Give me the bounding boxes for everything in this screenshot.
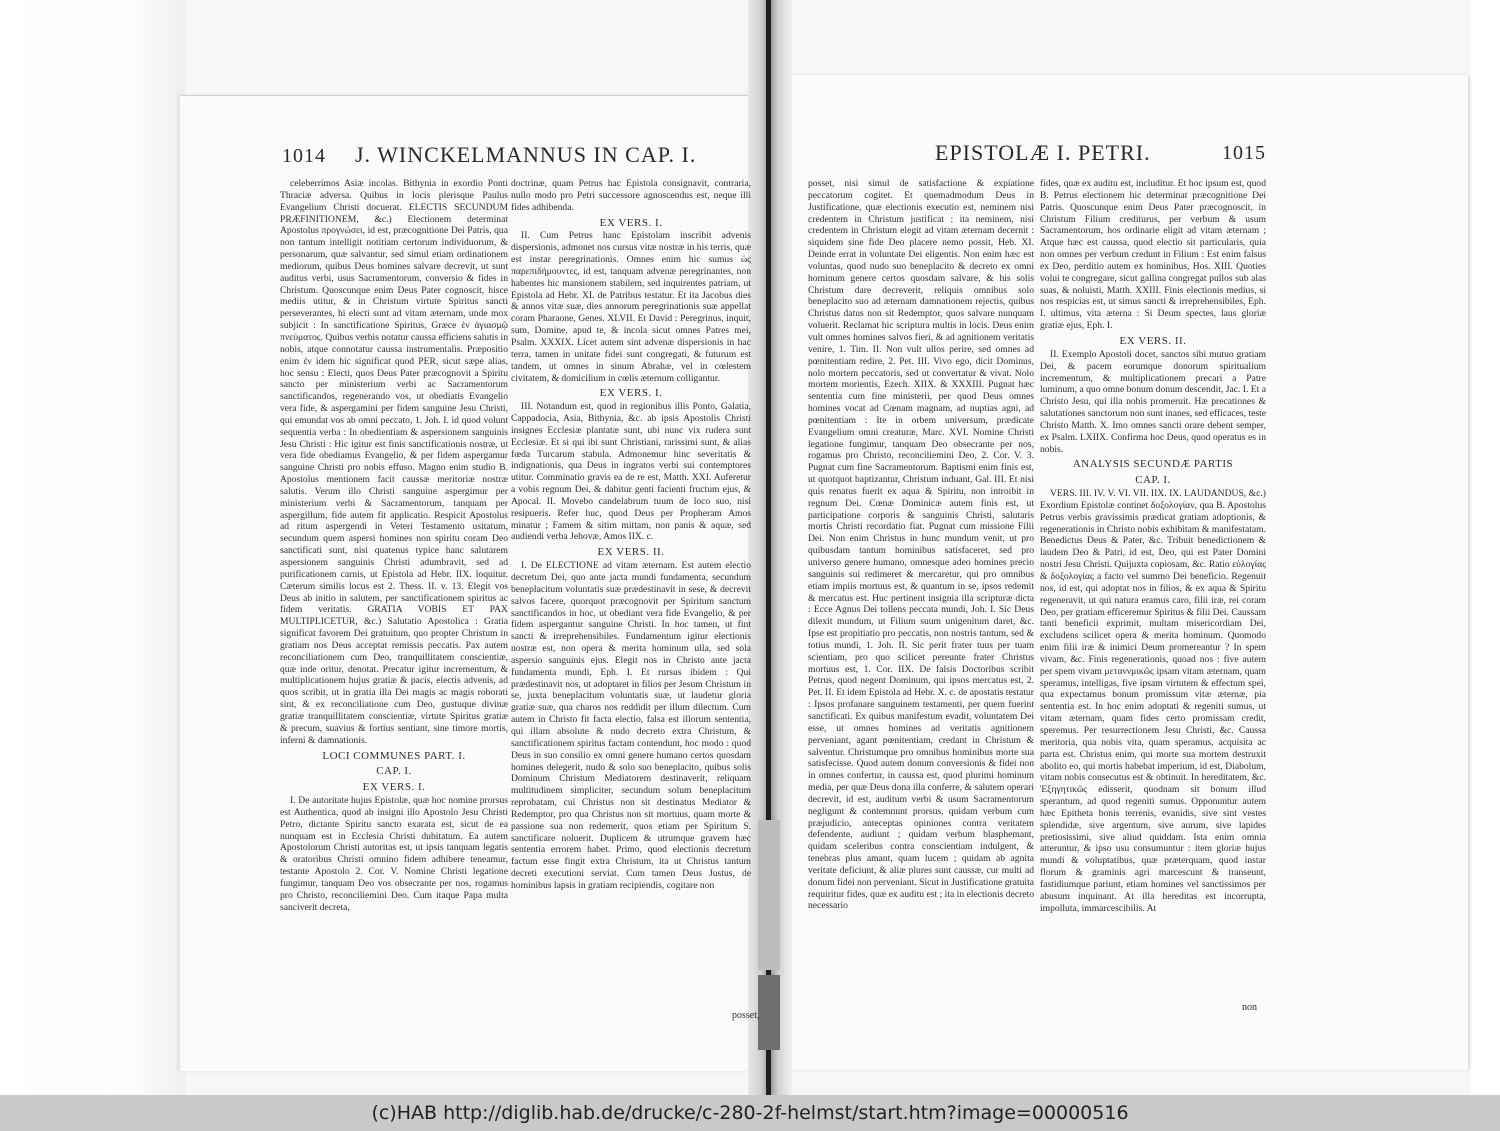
col1-tail-paragraph: I. De autoritate hujus Epistolæ, quæ hoc nomine prorsus est Authentica, quod ab insigni illo Apostolo Jesu Christi Petro, dictante Spiritu sancto exarata est, sicut de ea nunquam est in Ecclesia Christi dubitatum. Ea autem Apostolorum Christi autoritas est, ut ipsis tanquam legatis & oratoribus Christi omnino fidem adhibere teneamur, testante Apostolo 2. Cor. V. Nomine Christi legatione fungimur, tanquam Deo vos obsecrante per nos, rogamus pro Christo, reconciliemini Deo. Cum itaque Papa multa sanciverit decreta, (280, 795, 508, 913)
col4-paragraph-2: II. Exemplo Apostoli docet, sanctos sibi mutuo gratiam Dei, & pacem eorumque donorum spiritualium incrementum, & multiplicationem precari a Patre luminum, a quo omne bonum donum descendit, Jac. I. Et a Christo Jesu, qui illa nobis promeruit. Hæ precationes & salutationes sanctorum non sunt inanes, sed efficaces, teste Christo Matth. X. Imo omnes sancti orare debent semper, ex Psalm. LXIIX. Confirma hoc Deus, quod operatus es in nobis. (1040, 348, 1267, 455)
right-running-title: EPISTOLÆ I. PETRI. (935, 140, 1151, 165)
left-catchword: posset, (732, 1010, 760, 1021)
verse-heading: EX VERS. II. (1119, 334, 1187, 347)
col1-paragraph: celeberrimos Asiæ incolas. Bithynia in exordio Ponti Thraciæ adversa. Quibus in locis plerisque Paulus Evangelium Christi docuerat. ELECTIS SECUNDUM PRÆFINITIONEM, &c.) Electionem determinat Apostolus προγνώσει, id est, præcognitione Dei Patris, qua non tantum intelligit notitiam certorum individuorum, & personarum, quæ salvantur, sed simul etiam ordinationem mediorum, quibus Deus homines salvare decrevit, ut sunt auditus verbi, usus Sacramentorum, conversio & fides in Christum. Quoscunque enim Deus Pater cognoscit, hisce mediis utitur, & in Christum virtute Spiritus sancti perseverantes, hi electi sunt ad vitam æternam, unde mox subjicit : In sanctificatione Spiritus, Græce ἐν ἁγιασμῷ πνεύματος. Quibus verbis notatur caussa efficiens salutis in nobis, atque connotatur caussa instrumentalis. Præpositio enim ἐν idem hic significat quod PER, sicut sæpe alias, hoc sensu : Electi, quos Deus Pater præcognovit a Spiritu sancto per ministerium verbi ac Sacramentorum sanctificandos, regenerando vos, ut obediatis Evangelio vera fide, & aspergamini per fidem sanguine Jesu Christi, qui emundat vos ab omni peccato, 1. Joh. I. id quod volunt sequentia verba : In obedientiam & aspersionem sanguinis Jesu Christi : Hic igitur est finis sanctificationis nostræ, ut vera fide obediamus Evangelio, & per fidem aspergamur sanguine Christi pro nobis effuso. Magno enim studio B. Apostolus mentionem facit caussæ meritoriæ nostræ salutis. Verum illo Christi sanguine aspergimur per ministerium verbi & Sacramentorum, tanquam per aspergillum, fide autem fit applicatio. Respicit Apostolus ad ritum aspergendi in Veteri Testamento usitatum, secundum quem aspersi homines non spiritu coram Deo sanctificati sunt, nisi quatenus typice hanc salutarem aspersionem sanguinis Christi adumbravit, sed ad purificationem carnis, ut Epistola ad Hebr. IIX. loquitur. Cæterum similis locus est 2. Thess. II. v. 13. Elegit vos Deus ab initio in salutem, per sanctificationem spiritus ac fidem veritatis. GRATIA VOBIS ET PAX MULTIPLICETUR, &c.) Salutatio Apostolica : Gratia significat favorem Dei gratuitum, quo propter Christum in gratiam nos Deus acceptat remissis peccatis. Pax autem reconciliationem cum Deo, tranquillitatem conscientiæ, quæ inde oritur, denotat. Precatur igitur incrementum, & multiplicationem hujus gratiæ & pacis, electis advenis, ad quos scribit, ut in gratia illa Dei magis ac magis roborati sint, & ex reconciliatione cum Deo, gustuque divinæ gratiæ tranquillitatem conscientiæ, virtute Spiritus gratiæ & precum, suavius & fortius sentiant, sine timore mortis, inferni & damnationis. (280, 178, 508, 746)
left-column-1 (280, 178, 508, 913)
gutter-shadow-dark (758, 975, 780, 1050)
section-heading: ANALYSIS SECUNDÆ PARTIS (1072, 458, 1234, 471)
col3-paragraph: posset, nisi simul de satisfactione & expiatione peccatorum cogitet. Et quemadmodum Deus in Justificatione, quæ electionis executio est, neminem nisi credentem in Christum justificat : ita neminem, nisi credentem in Christum elegit ad vitam æternam decernit : siquidem sine fide Deo placere nemo possit, Heb. XI. Deinde errat in voluntate Dei eligentis. Non enim hæc est voluntas, quod nudo suo beneplacito & decreto ex omni hominum genere certos quosdam salvare, & his solis Christum dare decreverit, reliquis omnibus solo beneplacito suo ad æternam damnationem rejectis, quibus Christus datus non sit Redemptor, quos salvare nunquam voluerit. Reclamat hic scriptura multis in locis. Deus enim vult omnes homines salvos fieri, & ad agnitionem veritatis venire, 1. Tim. II. Non vult ullos perire, sed omnes ad pœnitentiam redire, 2. Pet. III. Vivo ego, dicit Dominus, nolo mortem peccatoris, sed ut convertatur & vivat. Nolo mortem morientis, Ezech. XIIX. & XXXIII. Pugnat hæc sententia cum fine ministerii, per quod Deus omnes homines vocat ad Cœnam magnam, ad nuptias agni, ad pœnitentiam : Ite in orbem universum, prædicate Evangelium omni creaturæ, Marc. XVI. Nomine Christi legatione fungimur, tanquam Deo obsecrante per nos, rogamus pro Christo, reconciliemini Deo, 2. Cor. V. 3. Pugnat cum fine Sacramentorum. Baptismi enim finis est, ut quotquot baptizantur, Christum induant, Gal. III. Et nisi quis renatus fuerit ex aqua & Spiritu, non introibit in regnum Dei. Cœnæ Dominicæ autem finis est, ut participatione corporis & sanguinis Christi, salutaris mortis Christi recordatio fiat. Pugnat cum missione Filii Dei. Non enim Christus in hunc mundum venit, ut pro quibusdam tantum hominibus satisfaceret, sed pro universo genere humano, omnesque adeo homines precio sanguinis sui redimeret & mercaretur, qui pro omnibus etiam impiis mortuus est, & quantum in se, ipsos redemit & mercatus est. Huc pertinent insignia illa scripturæ dicta : Ecce Agnus Dei tollens peccata mundi, Joh. I. Sic Deus dilexit mundum, ut Filium suum unigenitum daret, &c. Ipse est propitiatio pro peccatis, non nostris tantum, sed & totius mundi, 1. Joh. II. Sic perit frater tuus per tuam scientiam, pro quo scilicet pereunte frater Christus mortuus est, 1. Cor. IIX. De falsis Doctoribus scribit Petrus, quod negent Dominum, qui ipsos mercatus est, 2. Pet. II. Et idem Epistola ad Hebr. X. c. de apostatis testatur : Ipsos profanare sanguinem testamenti, per quem fuerint sanctificati. Ex quibus manifestum evadit, voluntatem Dei esse, ut omnes homines ad veritatis agnitionem perveniant, agant pœnitentiam, credant in Christum & salventur. Christumque pro omnibus hominibus morte sua satisfecisse. Quod autem donum conversionis & fidei non in omnes confertur, in caussa est, quod plurimi hominum media, per quæ Deus dona illa conferre, & salutem operari decrevit, id est, auditum verbi & usum Sacramentorum negligunt & contemnunt prorsus, quidam verbum cum præjudicio, anteceptas opiniones contra veritatem defendente, audiunt ; quidam verbum blasphemant, quidam sceleribus contra conscientiam indulgent, & tenebras plus amant, quam lucem ; quidam ab agnita veritate deficiunt, & aliæ plures sunt caussæ, cur multi ad donum fidei non perveniant. Sicut in Justificatione gratuita requiritur fides, quæ ex auditu est ; ita in electionis decreto necessario (808, 178, 1034, 912)
left-column-2 (511, 178, 751, 892)
verse-heading: EX VERS. II. (597, 546, 665, 559)
chapter-heading: CAP. I. (376, 765, 412, 778)
col2-intro: doctrinæ, quam Petrus hac Epistola consignavit, contraria, nullo modo pro Petri successore agnoscendus est, neque illi fides adhibenda. (511, 178, 751, 213)
verse-heading: EX VERS. I. (599, 387, 663, 400)
col4-paragraph-1: fides, quæ ex auditu est, includitur. Et hoc ipsum est, quod B. Petrus electionem hic determinat præcognitione Dei Patris. Quoscunque enim Deus Pater præcognoscit, in Christum Filium crediturus, per verbum & usum Sacramentorum, hos ordinarie eligit ad vitam æternam ; Atque hæc est caussa, quod electio sit particularis, quia non omnes per verbum credunt in Filium : Est enim falsus ex Deo, perditio autem ex hominibus, Hos. XIII. Quoties volui te congregare, sicut gallina congregat pullos sub alas suas, & noluisti, Matth. XXIII. Finis electionis medius, si nos respicias est, ut simus sancti & irreprehensibiles, Eph. I. ultimus, vita æterna : Si Deum spectes, laus gloriæ gratiæ ejus, Eph. I. (1040, 178, 1266, 332)
col2-paragraph-2: III. Notandum est, quod in regionibus illis Ponto, Galatia, Cappadocia, Asia, Bithynia, &c. ab ipsis Apostolis Christi insignes Ecclesiæ plantatæ sunt, ubi nunc vix rudera sunt Ecclesiæ. Et si qui ibi sunt Christiani, rarissimi sunt, & alias fœda Turcarum stabula. Admonemur hinc severitatis & indignationis, qua Deus in ingratos verbi sui contemptores utitur. Comminatio gravis ea de re est, Matth. XXI. Auferetur a vobis regnum Dei, & dabitur genti facienti fructum ejus, & Apocal. II. Movebo candelabrum tuum de loco suo, nisi resipueris. Refer huc, quod Deus per Propheram Amos minatur ; Famem & sitim mittam, non panis & aquæ, sed audiendi verba Jehovæ, Amos IIX. c. (511, 401, 751, 543)
right-margin-area (1470, 0, 1500, 1095)
left-margin-area (0, 0, 185, 1095)
verse-heading: EX VERS. I. (362, 781, 426, 794)
verse-heading: EX VERS. I. (599, 216, 663, 229)
gutter-shadow-light (758, 820, 780, 970)
col4-paragraph-3: VERS. III. IV. V. VI. VII. IIX. IX. LAUDANDUS, &c.) Exordium Epistolæ continet δοξολογίαν, qua B. Apostolus Petrus verbis gravissimis prædicat gratiam adoptionis, & regenerationis in Christo nobis exhibitam & manifestatam. Benedictus Deus & Pater, &c. Tribuit benedictionem & laudem Deo & Patri, id est, Deo, qui est Pater Domini nostri Jesu Christi. Quijuxta copiosam, &c. Ratio εὐλογίας & δοξολογίας a facto vel summo Dei beneficio. Regenuit nos, id est, qui adoptat nos in filios, & ex aqua & Spiritu regeneravit, ut qui natura eramus caro, filii iræ, rei coram Deo, per gratiam efficeremur Spiritus & filii Dei. Caussam tanti beneficii exprimit, multam misericordiam Dei, excludens scilicet opera & merita hominum. Quomodo enim filii iræ & inimici Deum promereantur ? In spem vivam, &c. Finis regenerationis, quoad nos : five autem per spem vivam μεταννμικῶς ipsam vitam æternam, quam speramus, intelligas, five ipsam virtutem & effectum spei, qua expectamus bonum promissum vitæ æternæ, pia sententia est. In hoc enim adoptati & regeniti sumus, ut vitam æternam, quam fides certo promissam credit, speremus. Per resurrectionem Jesu Christi, &c. Caussa meritoria, qua nobis vita, quam speramus, acquisita ac parta est. Christus enim, qui morte sua mortem destruxit abolito eo, qui mortis habebat imperium, id est, Diabolum, vitam nobis consecutus est & obtinuit. In hereditatem, &c. Ἐξηγητικῶς edisserit, quodnam sit bonum illud sperantum, ad quod regeniti sumus. Opponuntur autem hæc Epitheta bonis terrenis, evanidis, sive sint vestes splendidæ, sive argentum, sive aurum, sive lapides pretiosissimi, sive aliud quiddam. Ista enim omnia atteruntur, & ipso usu consumuntur : item gloriæ hujus mundi & voluptatibus, quæ præterquam, quod instar florum & graminis agri marcescunt & transeunt, fastidiumque pariunt, etiam homines vel sanctissimos per abusum inquinant. At illa hereditas est incorrupta, impolluta, immarcescibilis. At (1040, 488, 1266, 914)
col2-paragraph-1: II. Cum Petrus hanc Epistolam inscribit advenis dispersionis, admonet nos cursus vitæ nostræ in his terris, quæ est instar peregrinationis. Omnes enim hic sumus ὡς παρεπιδήμουντες, id est, tanquam advenæ peregrinantes, non habentes hic mansionem stabilem, sed inquirentes patriam, ut Epistola ad Hebr. XI. de Patribus testatur. Et ita Jacobus dies & annos vitæ suæ, dies annorum peregrinationis suæ appellat coram Pharaone, Genes. XLVII. Et David : Peregrinus, inquit, sum, Domine, apud te, & incola sicut omnes Patres mei, Psalm. XXXIX. Licet autem sint advenæ dispersionis in hac terra, tamen in unitate fidei sunt congregati, & futurum est tandem, ut omnes in sinum Abrahæ, vel in cœlestem civitatem, & domicilium in cœlis æternum colligantur. (511, 230, 751, 384)
chapter-heading: CAP. I. (1135, 474, 1171, 487)
right-catchword: non (1242, 1002, 1257, 1013)
left-running-title: J. WINCKELMANNUS IN CAP. I. (355, 142, 697, 167)
col2-paragraph-3: I. De ELECTIONE ad vitam æternam. Est autem electio decretum Dei, quo ante jacta mundi fundamenta, secundum beneplacitum voluntatis suæ prædestinavit in sese, & decrevit salvos facere, quorquot præcognovit per Spiritum sanctum sanctificandos in hoc, ut obediant vera fide Evangelio, & per fidem aspergantur sanguine Christi. In hoc tamen, ut fint sancti & irreprehensibiles. Fundamentum igitur electionis nostræ est, non opera & merita hominum ulla, sed sola aspersio sanguinis ejus. Elegit nos in Christo ante jacta fundamenta mundi, Eph. I. Et rursus ibidem : Qui prædestinavit nos, ut adoptaret in filios per Jesum Christum in se, juxta beneplacitum voluntatis suæ, ut laudetur gloria gratiæ suæ, qua charos nos reddidit per illum dilectum. Cum autem in Christo fit facta electio, falsa est illorum sententia, qui illam absolute & nudo decreto extra Christum, & sanctificationem spiritus factam contendunt, hoc modo : quod Deus in suo consilio ex omni genere humano certos quosdam homines delegerit, nudo & solo suo beneplacito, quibus solis Dominum Christum Mediatorem destinaverit, reliquam multitudinem simpliciter, secundum solum beneplacitum reprobatam, cui Christus non sit destinatus Mediator & Redemptor, pro qua Christus non sit mortuus, quam morte & passione sua non redemerit, quos etiam per Spiritum S. sanctificare noluerit. Duplicem & utrumque gravem hæc sententia errorem habet. Primo, quod electionis decretum factum esse fingit extra Christum, ita ut Christus tantum decreti executioni serviat. Cum tamen Deus Justus, de hominibus lapsis in gratiam recipiendis, cogitare non (511, 560, 751, 891)
copyright-footer: (c)HAB http://diglib.hab.de/drucke/c-280-2f-helmst/start.htm?image=00000516 (0, 1095, 1500, 1131)
right-page-number: 1015 (1222, 142, 1266, 164)
right-column-2 (1040, 178, 1266, 914)
right-column-1 (808, 178, 1034, 912)
section-heading: LOCI COMMUNES PART. I. (322, 749, 466, 762)
left-page-number: 1014 (282, 145, 326, 167)
